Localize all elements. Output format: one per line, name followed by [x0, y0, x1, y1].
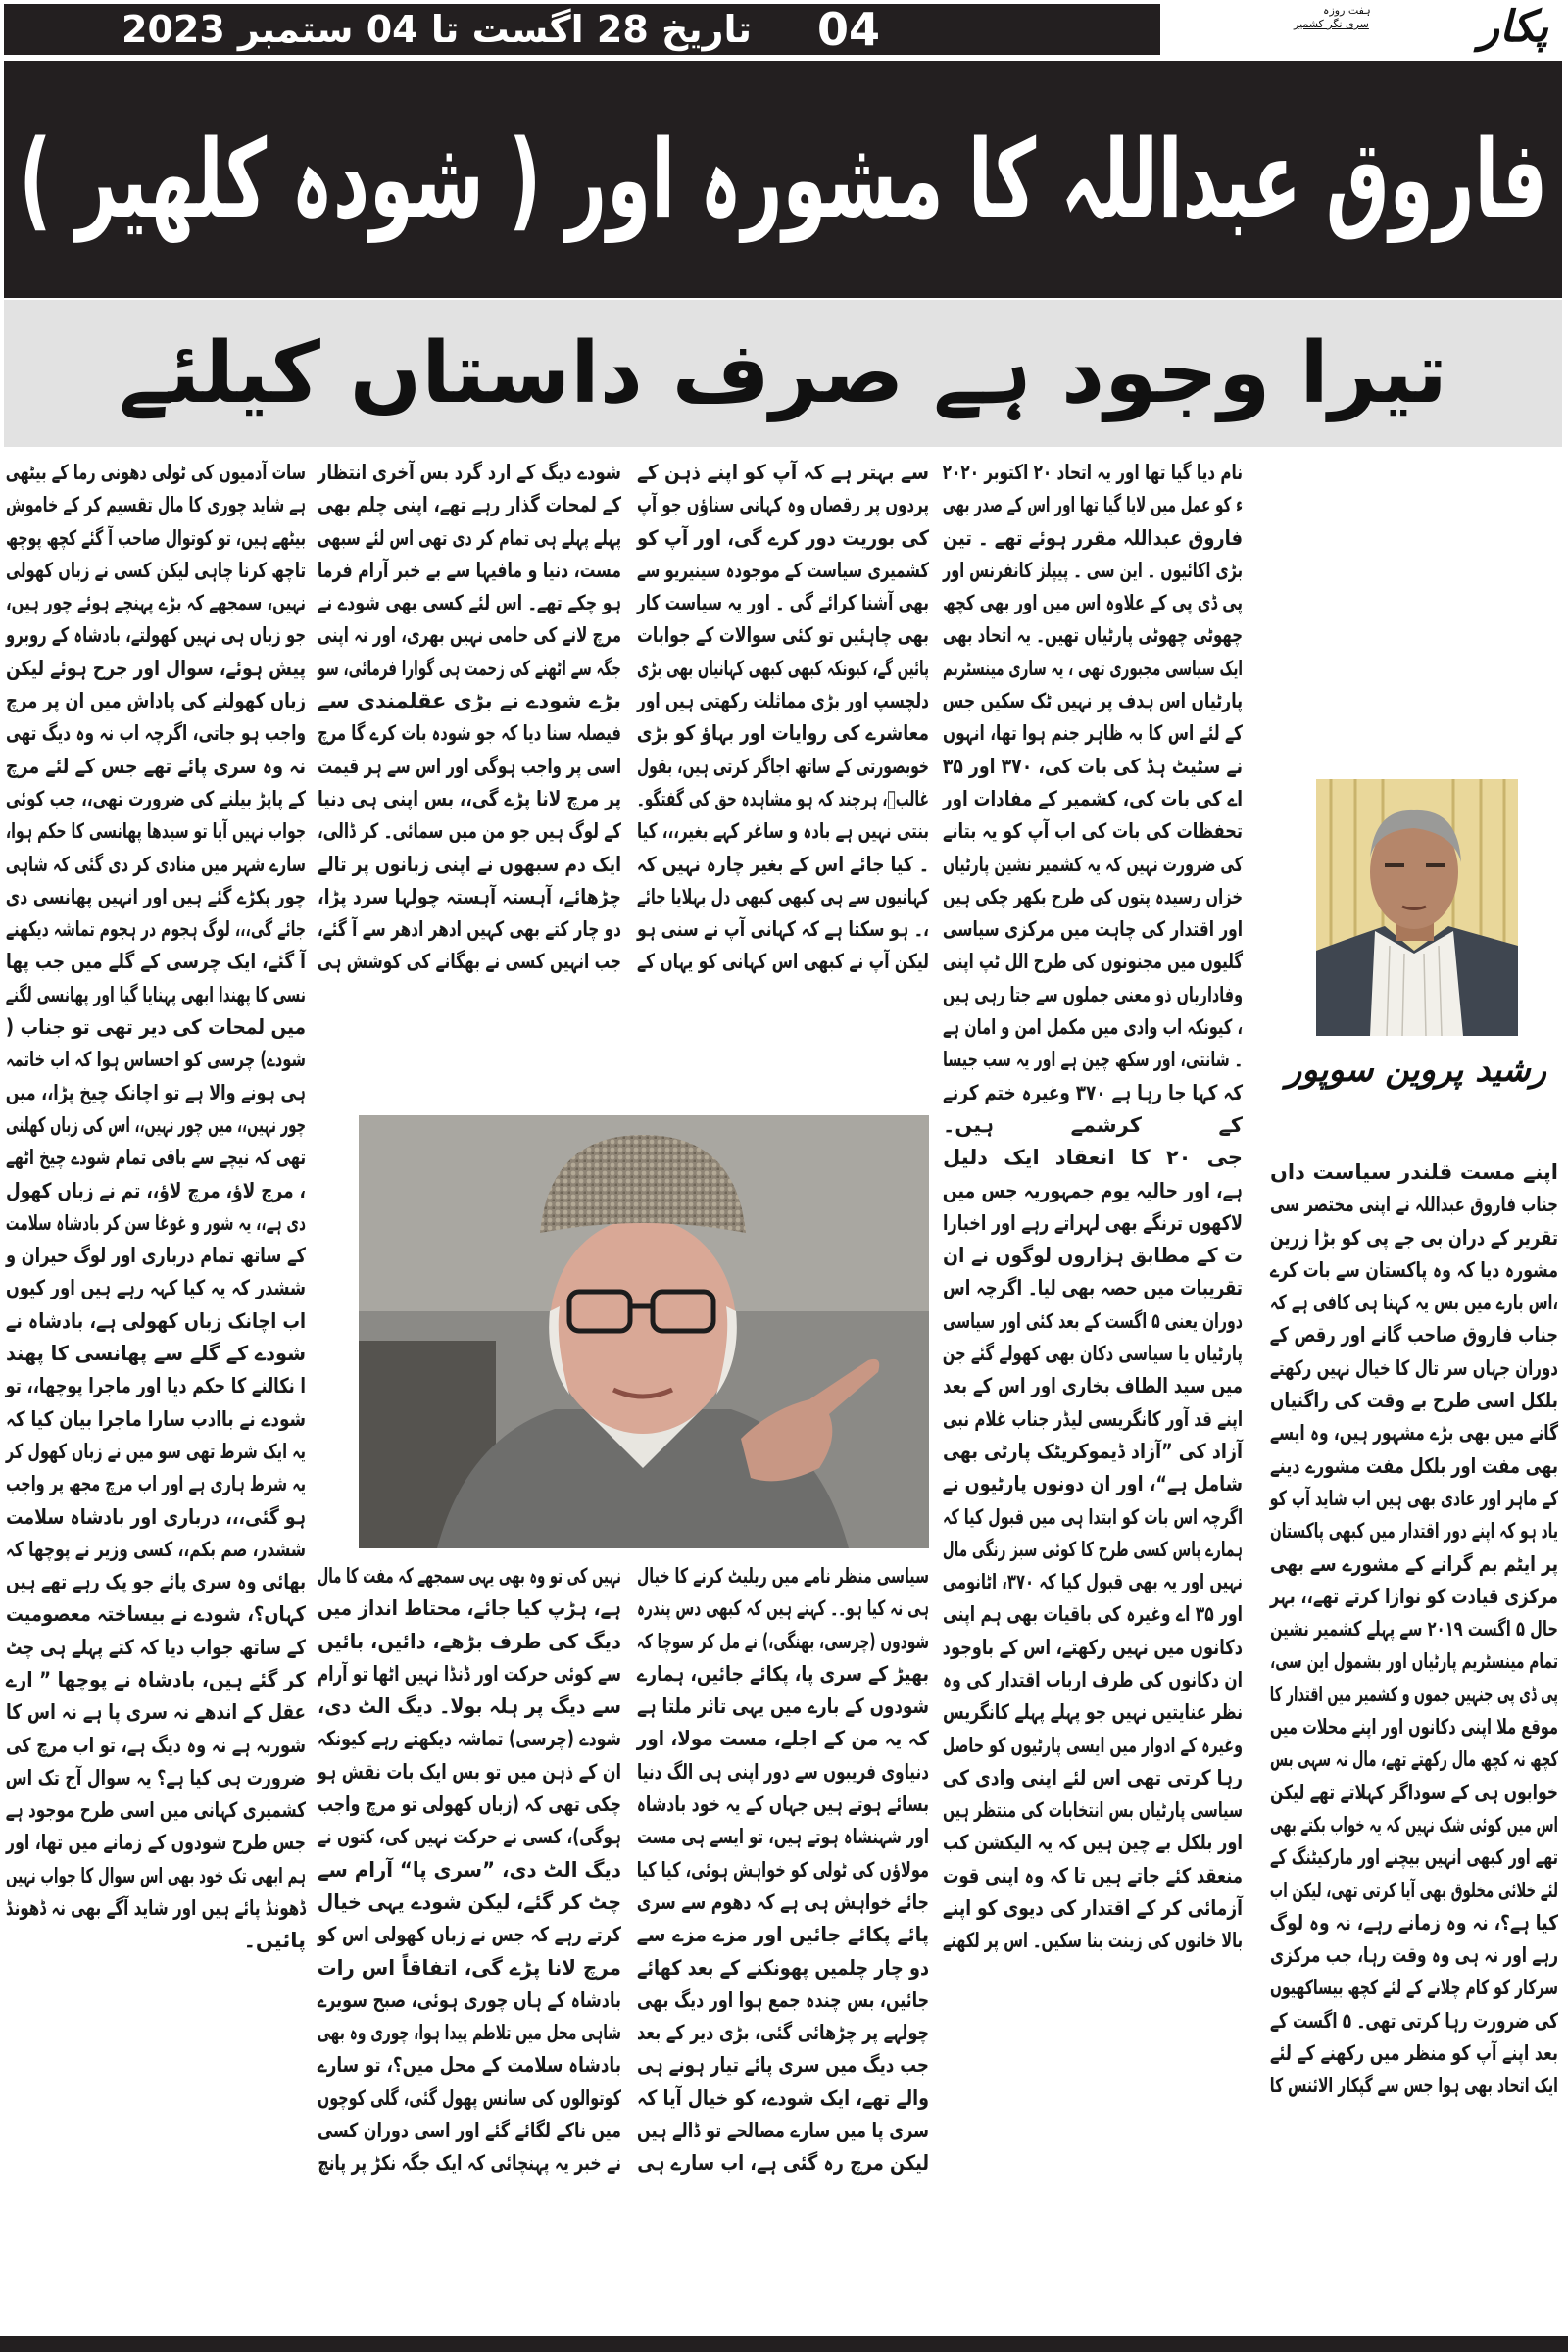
- text-line: دلچسپ اور بڑی مماثلت رکھتی ہیں اور: [637, 689, 929, 713]
- text-line: یہ شرط ہاری ہے اور اب مرچ مجھ پر واجب: [6, 1472, 306, 1496]
- text-line: پارٹیاں اس ہدف پر نہیں ٹک سکیں جس: [942, 689, 1243, 713]
- text-line: میں ناکے لگائے گئے اور اسی دوران کسی: [318, 2119, 621, 2143]
- text-line: دی ہے،، یہ شور و غوغا سن کر بادشاہ سلامت: [5, 1210, 306, 1235]
- text-line: رہے اور نہ ہی وہ وقت رہا، جب مرکزی: [1270, 1943, 1558, 1968]
- text-line: آ گئے، ایک چرسی کے گلے میں جب پھا: [6, 950, 306, 974]
- text-line: دکانوں میں نہیں رکھتے، اس کے باوجود: [942, 1635, 1243, 1659]
- text-line: پیش ہوئے، سوال اور جرح ہوئے لیکن: [6, 656, 306, 680]
- text-line: اپنے مست قلندر سیاست داں: [1270, 1160, 1558, 1184]
- text-line: چولہے پر چڑھائی گئی، بڑی دیر کے بعد: [636, 2021, 929, 2045]
- text-line: کے لئے اس کا بہ ظاہر جنم ہوا تھا، انہوں: [943, 721, 1243, 746]
- text-line: تاچھ کرنا چاہی لیکن کسی نے زباں کھولی: [6, 558, 306, 582]
- text-line: جناب فاروق صاحب گانے اور رقص کے: [1269, 1323, 1558, 1348]
- text-line: بھی مفت اور بلکل مفت مشورے دینے: [1270, 1453, 1558, 1478]
- author-byline: رشید پروین سوپور: [1285, 1051, 1547, 1090]
- text-line: ایک اتحاد بھی ہوا جس سے گپکار الائنس کا: [1269, 2074, 1558, 2098]
- text-line: لیکن آپ نے کبھی اس کہانی کو یہاں کے: [636, 950, 929, 974]
- text-line: پائیں گے، کیونکہ کبھی کبھی کہانیاں بھی بڑی: [637, 656, 929, 680]
- text-line: والے تھے، ایک شودے، کو خیال آیا کہ: [637, 2085, 929, 2110]
- text-line: ان دکانوں کی طرف ارباب اقتدار کی وہ: [943, 1667, 1243, 1691]
- text-line: کشمیری کہانی میں اسی طرح موجود ہے: [5, 1798, 306, 1823]
- text-line: مولاؤں کی ٹولی کو خواہش ہوئی، کیا کیا: [636, 1857, 929, 1882]
- text-line: ہی نہ کیا ہو۔۔ کہتے ہیں کہ کبھی دس پندرہ: [637, 1596, 929, 1621]
- text-line: نہ وہ سری پائے تھے جس کے لئے مرچ: [5, 754, 306, 778]
- text-line: دو چار کتے بھی کہیں ادھر ادھر سے آ گئے،: [317, 917, 621, 942]
- article-column-1: [1270, 1156, 1558, 2103]
- text-line: جگہ سے اٹھنے کی زحمت ہی گوارا فرمائی، سو: [318, 656, 621, 680]
- text-line: نام دیا گیا تھا اور یہ اتحاد ۲۰ اکتوبر ۲۰۲۰: [942, 461, 1243, 484]
- text-line: گانے میں بھی بڑے مشہور ہیں، وہ ایسے: [1270, 1421, 1558, 1446]
- text-line: شامل ہے“، اور ان دونوں پارٹیوں نے: [942, 1472, 1243, 1496]
- text-line: تھی کہ نیچے سے باقی تمام شودے چیخ اٹھے: [6, 1146, 306, 1170]
- text-line: بلکل اسی طرح بے وقت کی راگنیاں: [1270, 1389, 1558, 1413]
- text-line: نے خبر یہ پہنچائی کہ ایک جگہ نکڑ پر پانچ: [318, 2151, 621, 2176]
- page-number: 04: [817, 3, 881, 56]
- text-line: چور پکڑے گئے ہیں اور انہیں پھانسی دی: [5, 884, 306, 908]
- text-line: کہاں؟، شودے نے بیساختہ معصومیت: [5, 1602, 307, 1627]
- text-line: لئے خلائی مخلوق بھی آیا کرتی تھی، لیکن اب: [1269, 1878, 1558, 1902]
- text-line: وفاداریاں ذو معنی جملوں سے جتا رہی ہیں: [943, 982, 1243, 1006]
- farooq-abdullah-photo: [359, 1115, 929, 1548]
- text-line: جب انہیں کسی نے بھگانے کی کوشش ہی: [317, 950, 621, 974]
- text-line: کی ضرورت رہا کرتی تھی۔ ۵ اگست کے: [1270, 2008, 1558, 2033]
- article-column-4-bottom: [318, 1560, 621, 2180]
- text-line: نہیں کی تو وہ بھی یہی سمجھے کہ مفت کا مال: [317, 1564, 621, 1588]
- text-line: یہ ایک شرط تھی سو میں نے زباں کھول کر: [5, 1439, 306, 1463]
- text-line: بیٹھے ہیں، تو کوتوال صاحب آ گئے کچھ پوچھ: [6, 525, 306, 550]
- issue-date: تاریخ 28 اگست تا 04 ستمبر 2023: [122, 8, 753, 51]
- text-line: اپنے قد آور کانگریسی لیڈر جناب غلام نبی: [943, 1406, 1243, 1431]
- text-line: سے کوئی حرکت اور ڈنڈا نہیں اٹھا تو آرام: [318, 1661, 621, 1686]
- text-line: بادشاہ کے ہاں چوری ہوئی، صبح سویرے: [317, 1987, 621, 2012]
- text-line: بھیڑ کے سری پا، پکائے جائیں، ہمارے: [637, 1661, 929, 1686]
- text-line: بھی آشنا کرائے گی ۔ اور یہ سیاست کار: [637, 591, 929, 615]
- text-line: سرکار کو کام چلانے کے لئے کچھ بیساکھیوں: [1270, 1976, 1558, 2000]
- text-line: پی ڈی پی کے علاوہ اس میں اور بھی کچھ: [943, 591, 1243, 615]
- text-line: ششدر، صم بکم،، کسی وزیر نے پوچھا کہ: [5, 1537, 306, 1561]
- text-line: نہیں، سمجھے کہ بڑے پہنچے ہوئے چور ہیں،: [6, 591, 306, 615]
- text-line: ایک دم سبھوں نے اپنی زبانوں پر تالے: [318, 852, 621, 876]
- text-line: کے ساتھ تمام درباری اور لوگ حیران و: [6, 1244, 306, 1268]
- text-line: ،اس بارے میں بس یہ کہنا ہی کافی ہے کہ: [1269, 1291, 1558, 1315]
- text-line: فیصلہ سنا دیا کہ جو شودہ بات کرے گا مرچ: [318, 721, 621, 746]
- text-line: بڑے شودے نے بڑی عقلمندی سے: [317, 689, 621, 713]
- text-line: کہ یہ من کے اجلے، مست مولا، اور: [636, 1727, 929, 1751]
- text-line: بڑی اکائیوں ۔ این سی ۔ پیپلز کانفرنس اور: [943, 558, 1243, 582]
- text-line: ہے، ہڑپ کیا جائے، محتاط انداز میں: [317, 1596, 621, 1621]
- text-line: گلیوں میں مجنونوں کی طرح الل ٹپ اپنی: [942, 950, 1243, 974]
- text-line: چکی تھی کہ (زباں کھولی تو مرچ واجب: [318, 1792, 621, 1817]
- text-line: ا نکالنے کا حکم دیا اور ماجرا پوچھا،، تو: [5, 1374, 306, 1398]
- text-line: چڑھائے، آہستہ آہستہ چولہا سرد پڑا،: [318, 884, 621, 908]
- text-line: آزاد کی ”آزاد ڈیموکریٹک پارٹی بھی: [942, 1439, 1243, 1463]
- article-column-3-bottom: [637, 1560, 929, 2180]
- subheadline: تیرا وجود ہے صرف داستاں کیلئے: [119, 324, 1447, 422]
- text-line: ہوگی)، کسی نے حرکت نہیں کی، کتوں نے: [318, 1825, 621, 1849]
- text-line: دوران یعنی ۵ اگست کے بعد کئی اور سیاسی: [943, 1308, 1243, 1333]
- author-photo: [1316, 779, 1518, 1036]
- headline-banner: [4, 61, 1562, 298]
- text-line: چھوٹی چھوٹی پارٹیاں تھیں۔ یہ اتحاد بھی: [942, 623, 1243, 648]
- text-line: اس میں کوئی شک نہیں کہ یہ خواب بکتے بھی: [1269, 1812, 1558, 1837]
- text-line: ، کیونکہ اب وادی میں مکمل امن و امان ہے: [943, 1015, 1243, 1040]
- text-line: خزاں رسیدہ پتوں کی طرح بکھر چکی ہیں: [943, 884, 1243, 908]
- text-line: سری پا میں سارے مصالحے تو ڈالے ہیں: [637, 2119, 929, 2143]
- text-line: پی ڈی پی جنہیں جموں و کشمیر میں اقتدار کا: [1269, 1682, 1558, 1706]
- text-line: کے ماہر اور عادی بھی ہیں اب شاید آپ کو: [1269, 1486, 1558, 1510]
- text-line: کہانیوں سے ہی کبھی کبھی دل بہلایا جائے: [637, 884, 929, 908]
- text-line: سیاسی منظر نامے میں ریلیٹ کرنے کا خیال: [637, 1564, 929, 1588]
- text-line: ہو چکے تھے۔ اس لئے کسی بھی شودے نے: [318, 591, 621, 615]
- text-line: واجب ہو جاتی، اگرچہ اب نہ وہ دیگ تھی: [6, 721, 306, 746]
- text-line: سے بہتر ہے کہ آپ کو اپنے ذہن کے: [637, 461, 929, 484]
- text-line: شودے (چرسی) تماشہ دیکھتے رہے کیونکہ: [317, 1727, 621, 1751]
- text-line: تقریبات میں حصہ بھی لیا۔ اگرچہ اس: [943, 1276, 1243, 1300]
- text-line: تحفظات کی بات کی اب آپ کو یہ بتانے: [943, 819, 1243, 844]
- text-line: ڈھونڈ پائے ہیں اور شاید آگے بھی نہ ڈھونڈ: [5, 1896, 306, 1921]
- text-line: تھے اور کبھی انہیں بیچنے اور مارکیٹنگ کے: [1269, 1845, 1558, 1870]
- footer-bar: [0, 2336, 1568, 2352]
- text-line: اور ۳۵ اے وغیرہ کی باقیات بھی ہم اپنی: [943, 1602, 1243, 1627]
- text-line: کے لوگ ہیں جو من میں سمائی۔ کر ڈالی،: [318, 819, 621, 844]
- text-line: نسی کا پھندا ابھی پہنایا گیا اور پھانسی لگنے: [5, 982, 307, 1006]
- text-line: جواب نہیں آیا تو سیدھا پھانسی کا حکم ہوا،: [5, 819, 307, 844]
- text-line: پائے پکائے جائیں اور مزے مزے سے: [636, 1923, 929, 1947]
- text-line: نہیں اور یہ بھی قبول کیا کہ ۳۷۰، اٹانومی: [942, 1570, 1243, 1594]
- text-line: شودے کے گلے سے پھانسی کا پھند: [5, 1342, 306, 1366]
- text-line: بعد اپنے آپ کو منظر میں رکھنے کے لئے: [1270, 2041, 1558, 2066]
- text-line: تقریر کے دران بی جے پی کو بڑا زرین: [1269, 1225, 1558, 1250]
- text-line: کوتوالوں کی سانس پھول گئی، گلی کوچوں: [318, 2085, 621, 2110]
- text-line: خوابوں ہی کے سوداگر کہلاتے تھے لیکن: [1270, 1780, 1558, 1804]
- text-line: دیگ الٹ دی، ”سری پا“ آرام سے: [318, 1857, 621, 1882]
- text-line: مرچ لانے کی حامی نہیں بھری، اور نہ اپنی: [317, 623, 621, 648]
- text-line: شودوں (چرسی، بھنگی،) نے مل کر سوچا کہ: [636, 1629, 929, 1653]
- text-line: اور اقتدار کی چاہت میں مرکزی سیاسی: [942, 917, 1243, 942]
- text-line: نظر عنایتیں نہیں جو پہلے پہلے کانگریس: [943, 1700, 1243, 1725]
- text-line: کچھ نہ کچھ مال رکھتے تھے، مال نہ سہی بس: [1270, 1747, 1558, 1772]
- text-line: جائے گی،،، لوگ ہجوم در ہجوم تماشہ دیکھنے: [6, 917, 306, 942]
- text-line: ہو گئی،،، درباری اور بادشاہ سلامت: [6, 1504, 306, 1529]
- text-line: بھی چاہئیں تو کئی سوالات کے جوابات: [637, 623, 929, 648]
- text-line: خوبصورتی کے ساتھ اجاگر کرتی ہیں، بقول: [637, 754, 929, 778]
- masthead-bar: [4, 4, 1160, 55]
- text-line: بالا خانوں کی زینت بنا سکیں۔ اس پر لکھنے: [942, 1929, 1243, 1953]
- text-line: پر ایٹم بم گرانے کے مشورے سے بھی: [1270, 1551, 1558, 1576]
- text-line: زباں کھولنے کی پاداش میں ان پر مرچ: [6, 689, 306, 713]
- headline: فاروق عبداللہ کا مشورہ اور ( شودہ کلھیر ): [19, 117, 1547, 242]
- text-line: دنیاوی فریبوں سے دور اپنی ہی الگ دنیا: [637, 1759, 929, 1784]
- text-line: ۔ کیا جائے اس کے بغیر چارہ نہیں کہ: [636, 852, 929, 876]
- text-line: اگرچہ اس بات کو ابتدا ہی میں قبول کیا کہ: [942, 1504, 1243, 1529]
- text-line: ۔ شانتی، اور سکھ چین ہے اور یہ سب جیسا: [943, 1048, 1243, 1072]
- text-line: کیا ہے؟، نہ وہ زمانے رہے، نہ وہ لوگ: [1269, 1910, 1558, 1935]
- text-line: کشمیری سیاست کے موجودہ سینیریو سے: [637, 558, 929, 582]
- text-line: پارٹیاں یا سیاسی دکان بھی کھولے گئے جن: [942, 1342, 1243, 1366]
- logo-location: سری نگر کشمیر: [1294, 18, 1369, 30]
- text-line: بنتی نہیں ہے بادہ و ساغر کہے بغیر،،، کیا: [637, 819, 929, 844]
- text-line: سات آدمیوں کی ٹولی دھونی رما کے بیٹھی: [5, 461, 307, 484]
- text-line: چٹ کر گئے، لیکن شودے یہی خیال: [317, 1889, 621, 1914]
- text-line: مست، دنیا و مافیہا سے بے خبر آرام فرما: [317, 558, 621, 582]
- text-line: کر گئے ہیں، بادشاہ نے پوچھا ” ارے: [5, 1667, 307, 1691]
- text-line: چور نہیں،، میں چور نہیں،، اس کی زباں کھلنی: [6, 1112, 306, 1137]
- text-line: وغیرہ کے ادوار میں ایسی پارٹیوں کو حاصل: [942, 1733, 1243, 1757]
- text-line: ہم ابھی تک خود بھی اس سوال کا جواب نہیں: [6, 1863, 306, 1887]
- text-line: شاہی محل میں تلاطم پیدا ہوا، چوری وہ بھی: [317, 2021, 621, 2045]
- text-line: جی ۲۰ کا انعقاد ایک دلیل: [943, 1146, 1243, 1170]
- text-line: میں لمحات کی دیر تھی تو جناب (: [5, 1015, 307, 1040]
- text-line: ء کو عمل میں لایا گیا تھا اور اس کے صدر بھی: [942, 493, 1243, 517]
- text-line: غالبؔ، ہرچند کہ ہو مشاہدہ حق کی گفتگو۔: [636, 786, 929, 810]
- text-line: کی بوریت دور کرے گی، اور آپ کو: [637, 525, 929, 550]
- text-line: سارے شہر میں منادی کر دی گئی کہ شاہی: [5, 852, 307, 876]
- text-line: رہا کرتی تھی اس لئے اپنی وادی کی: [942, 1765, 1243, 1789]
- text-line: آزمائی کر کے اقتدار کی دیوی کو اپنے: [942, 1896, 1243, 1921]
- text-line: کے پاپڑ بیلنے کی ضرورت تھی،، جب کوئی: [5, 786, 307, 810]
- text-line: دوران جہاں سر تال کا خیال نہیں رکھتے: [1270, 1355, 1558, 1380]
- text-line: اب اچانک زباں کھولی ہے، بادشاہ نے: [5, 1308, 306, 1333]
- text-line: بھائی وہ سری پائے جو پک رہے تھے ہیں: [6, 1570, 306, 1594]
- text-line: پردوں پر رقصاں وہ کہانی سناؤں جو آپ: [637, 493, 929, 517]
- text-line: کرتے رہے کہ جس نے زباں کھولی اس کو: [318, 1923, 621, 1947]
- article-column-5: [6, 457, 306, 1958]
- text-line: عقل کے اندھے نہ سری پا ہے نہ اس کا: [6, 1700, 306, 1725]
- text-line: ہے شاید چوری کا مال تقسیم کر کے خاموش: [6, 493, 306, 517]
- text-line: پہلے پہلے ہی تمام کر دی تھی اس لئے سبھی: [317, 525, 621, 550]
- text-line: سے دیگ پر ہلہ بولا۔ دیگ الٹ دی،: [318, 1694, 621, 1719]
- text-line: ان کے ذہن میں تو بس ایک بات نقش ہو: [317, 1759, 621, 1784]
- text-line: ، مرچ لاؤ، مرچ لاؤ،، تم نے زباں کھول: [6, 1178, 306, 1202]
- text-line: ،۔ ہو سکتا ہے کہ کہانی آپ نے سنی ہو: [637, 917, 929, 942]
- text-line: فاروق عبداللہ مقرر ہوئے تھے ۔ تین: [942, 525, 1243, 550]
- text-line: ت کے مطابق ہزاروں لوگوں نے ان: [943, 1244, 1243, 1268]
- text-line: اور بلکل بے چین ہیں کہ یہ الیکشن کب: [942, 1831, 1243, 1855]
- text-line: لیکن مرچ رہ گئی ہے، اب سارے ہی: [637, 2151, 929, 2176]
- text-line: ہمارے پاس کسی طرح کا کوئی سبز رنگی مال: [942, 1537, 1243, 1561]
- text-line: سیاسی پارٹیاں بس انتخابات کی منتظر ہیں: [942, 1798, 1243, 1823]
- text-line: میں سید الطاف بخاری اور اس کے بعد: [943, 1374, 1243, 1398]
- logo-text: پکار: [1478, 2, 1548, 52]
- text-line: یاد ہو کہ اپنے دور اقتدار میں کبھی پاکستان: [1270, 1519, 1558, 1544]
- text-line: شودے) چرسی کو احساس ہوا کہ اب خاتمہ: [6, 1048, 306, 1072]
- text-line: منعقد کئے جاتے ہیں تا کہ وہ اپنی قوت: [943, 1863, 1243, 1887]
- text-line: کے ساتھ جواب دیا کہ کتے پہلے ہی چٹ: [6, 1635, 306, 1659]
- text-line: بادشاہ سلامت کے محل میں؟، تو سارے: [317, 2053, 621, 2078]
- text-line: ضرورت ہی کیا ہے؟ یہ سوال آج تک اس: [5, 1765, 306, 1789]
- text-line: اور شہنشاہ ہوتے ہیں، تو ایسے ہی مست: [637, 1825, 929, 1849]
- text-line: تمام مینسٹریم پارٹیاں اور بشمول این سی،: [1270, 1649, 1558, 1674]
- text-line: پر مرچ لانا پڑے گی،، بس اپنی ہی دنیا: [318, 786, 621, 810]
- text-line: شودوں کے بارے میں یہی تاثر ملتا ہے: [637, 1694, 929, 1719]
- text-line: جناب فاروق عبداللہ نے اپنی مختصر سی: [1270, 1193, 1558, 1217]
- logo-frequency: ہفت روزہ: [1323, 4, 1371, 17]
- text-line: جس طرح شودوں کے زمانے میں تھا، اور: [6, 1831, 306, 1855]
- text-line: کی ضرورت نہیں کہ یہ کشمیر نشین پارٹیاں: [943, 852, 1243, 876]
- text-line: اے کی بات کی، کشمیر کے مفادات اور: [943, 786, 1243, 810]
- text-line: موقع ملا اپنی دکانوں اور اپنے محلات میں: [1269, 1715, 1558, 1740]
- text-line: شودے دیگ کے ارد گرد بس آخری انتظار: [317, 461, 621, 484]
- text-line: دو چار چلمیں پھونکنے کے بعد کھائے: [637, 1955, 929, 1980]
- article-column-2: [943, 457, 1243, 1958]
- text-line: نے سٹیٹ ہڈ کی بات کی، ۳۷۰ اور ۳۵: [942, 754, 1243, 778]
- text-line: شودے نے باادب سارا ماجرا بیان کیا کہ: [6, 1406, 306, 1431]
- article-column-4-top: [318, 457, 621, 979]
- text-line: اسی پر واجب ہوگی اور اس سے ہر قیمت: [318, 754, 621, 778]
- newspaper-logo: [1176, 2, 1558, 57]
- text-line: کہ کہا جا رہا ہے ۳۷۰ وغیرہ ختم کرنے: [943, 1080, 1243, 1104]
- text-line: جو زباں ہی نہیں کھولتے، بادشاہ کے روبرو: [6, 623, 306, 648]
- text-line: ہے، اور حالیہ یوم جمہوریہ جس میں: [942, 1178, 1243, 1202]
- text-line: جب دیگ میں سری پائے تیار ہونے ہی: [637, 2053, 929, 2078]
- text-line: مشورہ دیا کہ وہ پاکستان سے بات کرے: [1270, 1257, 1558, 1282]
- text-line: جائے خواہش ہی ہے کہ دھوم سے سری: [636, 1889, 929, 1914]
- text-line: بسائے ہوتے ہیں جہاں کے یہ خود بادشاہ: [636, 1792, 929, 1817]
- text-line: پائیں۔: [243, 1929, 306, 1953]
- text-line: شوربہ ہے نہ وہ دیگ ہے، تو اب مرچ کی: [6, 1733, 306, 1757]
- text-line: مرکزی قیادت کو نوازا کرتے تھے،، بہر: [1269, 1584, 1558, 1608]
- text-line: کے لمحات گذار رہے تھے، اپنی چلم بھی: [317, 493, 621, 517]
- text-line: دیگ کی طرف بڑھے، دائیں، بائیں: [318, 1629, 621, 1653]
- text-line: کے کرشمے ہیں۔: [943, 1112, 1243, 1137]
- text-line: ششدر کہ یہ کیا کہہ رہے ہیں اور کیوں: [6, 1276, 306, 1300]
- text-line: ہی ہونے والا ہے تو اچانک چیخ پڑا،، میں: [5, 1080, 306, 1104]
- text-line: ایک سیاسی مجبوری تھی ، یہ ساری مینسٹریم: [943, 656, 1243, 680]
- article-column-3-top: [637, 457, 929, 979]
- text-line: لاکھوں ترنگے بھی لہراتے رہے اور اخبارا: [943, 1210, 1243, 1235]
- text-line: جائیں، بس چندہ جمع ہوا اور دیگ بھی: [637, 1987, 929, 2012]
- text-line: مرچ لانا پڑے گی، اتفاقاً اس رات: [317, 1955, 621, 1980]
- text-line: معاشرے کی روایات اور بہاؤ کو بڑی: [636, 721, 929, 746]
- text-line: حال ۵ اگست ۲۰۱۹ سے پہلے کشمیر نشین: [1270, 1617, 1558, 1642]
- subheadline-banner: [4, 300, 1562, 447]
